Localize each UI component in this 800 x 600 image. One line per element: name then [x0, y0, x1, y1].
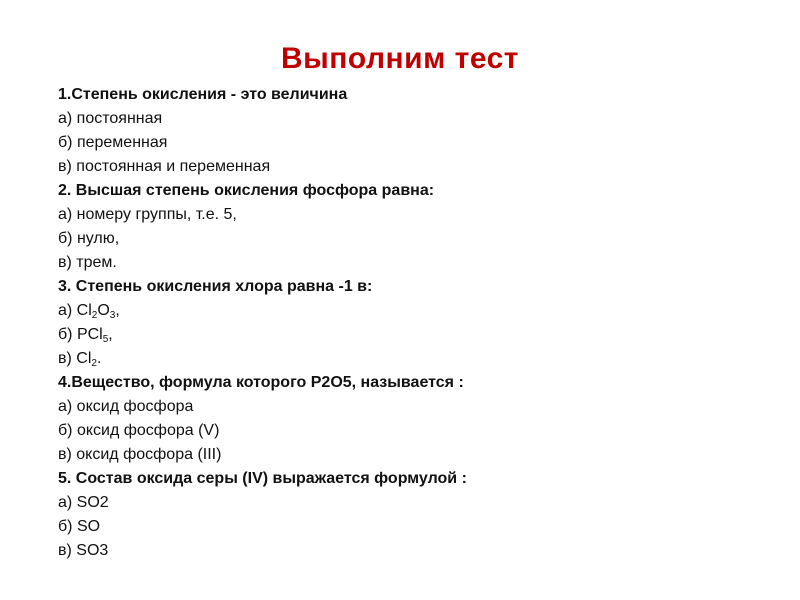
- q2-option-b: б) нулю,: [58, 230, 120, 247]
- q1-option-a: а) постоянная: [58, 110, 163, 127]
- q3-option-c: [58, 347, 778, 371]
- q2-option-a: а) номеру группы, т.е. 5,: [58, 206, 237, 223]
- q4-option-b: б) оксид фосфора (V): [58, 422, 220, 439]
- q3-option-b-element-1: PCl: [76, 326, 103, 343]
- q1-option-b: б) переменная: [58, 134, 168, 151]
- q3-option-a-element-2: O: [97, 302, 110, 319]
- question-2: 2. Высшая степень окисления фосфора равна:: [58, 182, 435, 199]
- q3-option-c-element-1: Cl: [76, 350, 92, 367]
- q3-option-b-subscript-1: 5: [102, 334, 109, 345]
- q3-option-c-suffix: .: [96, 350, 102, 367]
- question-1: 1.Степень окисления - это величина: [58, 86, 348, 103]
- q4-option-a: а) оксид фосфора: [58, 398, 194, 415]
- q3-option-a-suffix: ,: [115, 302, 120, 319]
- q3-option-a-element-1: Cl: [76, 302, 92, 319]
- q3-option-b: [58, 323, 778, 347]
- slide-title: Выполним тест: [281, 42, 519, 75]
- q3-option-b-suffix: ,: [108, 326, 113, 343]
- q2-option-c: в) трем.: [58, 254, 117, 271]
- q5-option-a: а) SO2: [58, 494, 109, 511]
- question-5: 5. Состав оксида серы (IV) выражается формулой :: [58, 470, 467, 487]
- test-list: [58, 83, 778, 563]
- q4-option-c: в) оксид фосфора (III): [58, 446, 222, 463]
- question-4: 4.Вещество, формула которого Р2О5, называется :: [58, 374, 464, 391]
- q5-option-c: в) SO3: [58, 542, 109, 559]
- q3-option-a-prefix: а): [58, 302, 77, 319]
- q5-option-b: б) SO: [58, 518, 101, 535]
- q1-option-c: в) постоянная и переменная: [58, 158, 271, 175]
- q3-option-a: [58, 299, 778, 323]
- q3-option-b-prefix: б): [58, 326, 77, 343]
- q3-option-a-subscript-2: 3: [109, 310, 116, 321]
- q3-option-a-subscript-1: 2: [91, 310, 98, 321]
- q3-option-c-subscript-1: 2: [91, 358, 97, 369]
- q3-option-c-prefix: в): [58, 350, 77, 367]
- question-3: 3. Степень окисления хлора равна -1 в:: [58, 278, 373, 295]
